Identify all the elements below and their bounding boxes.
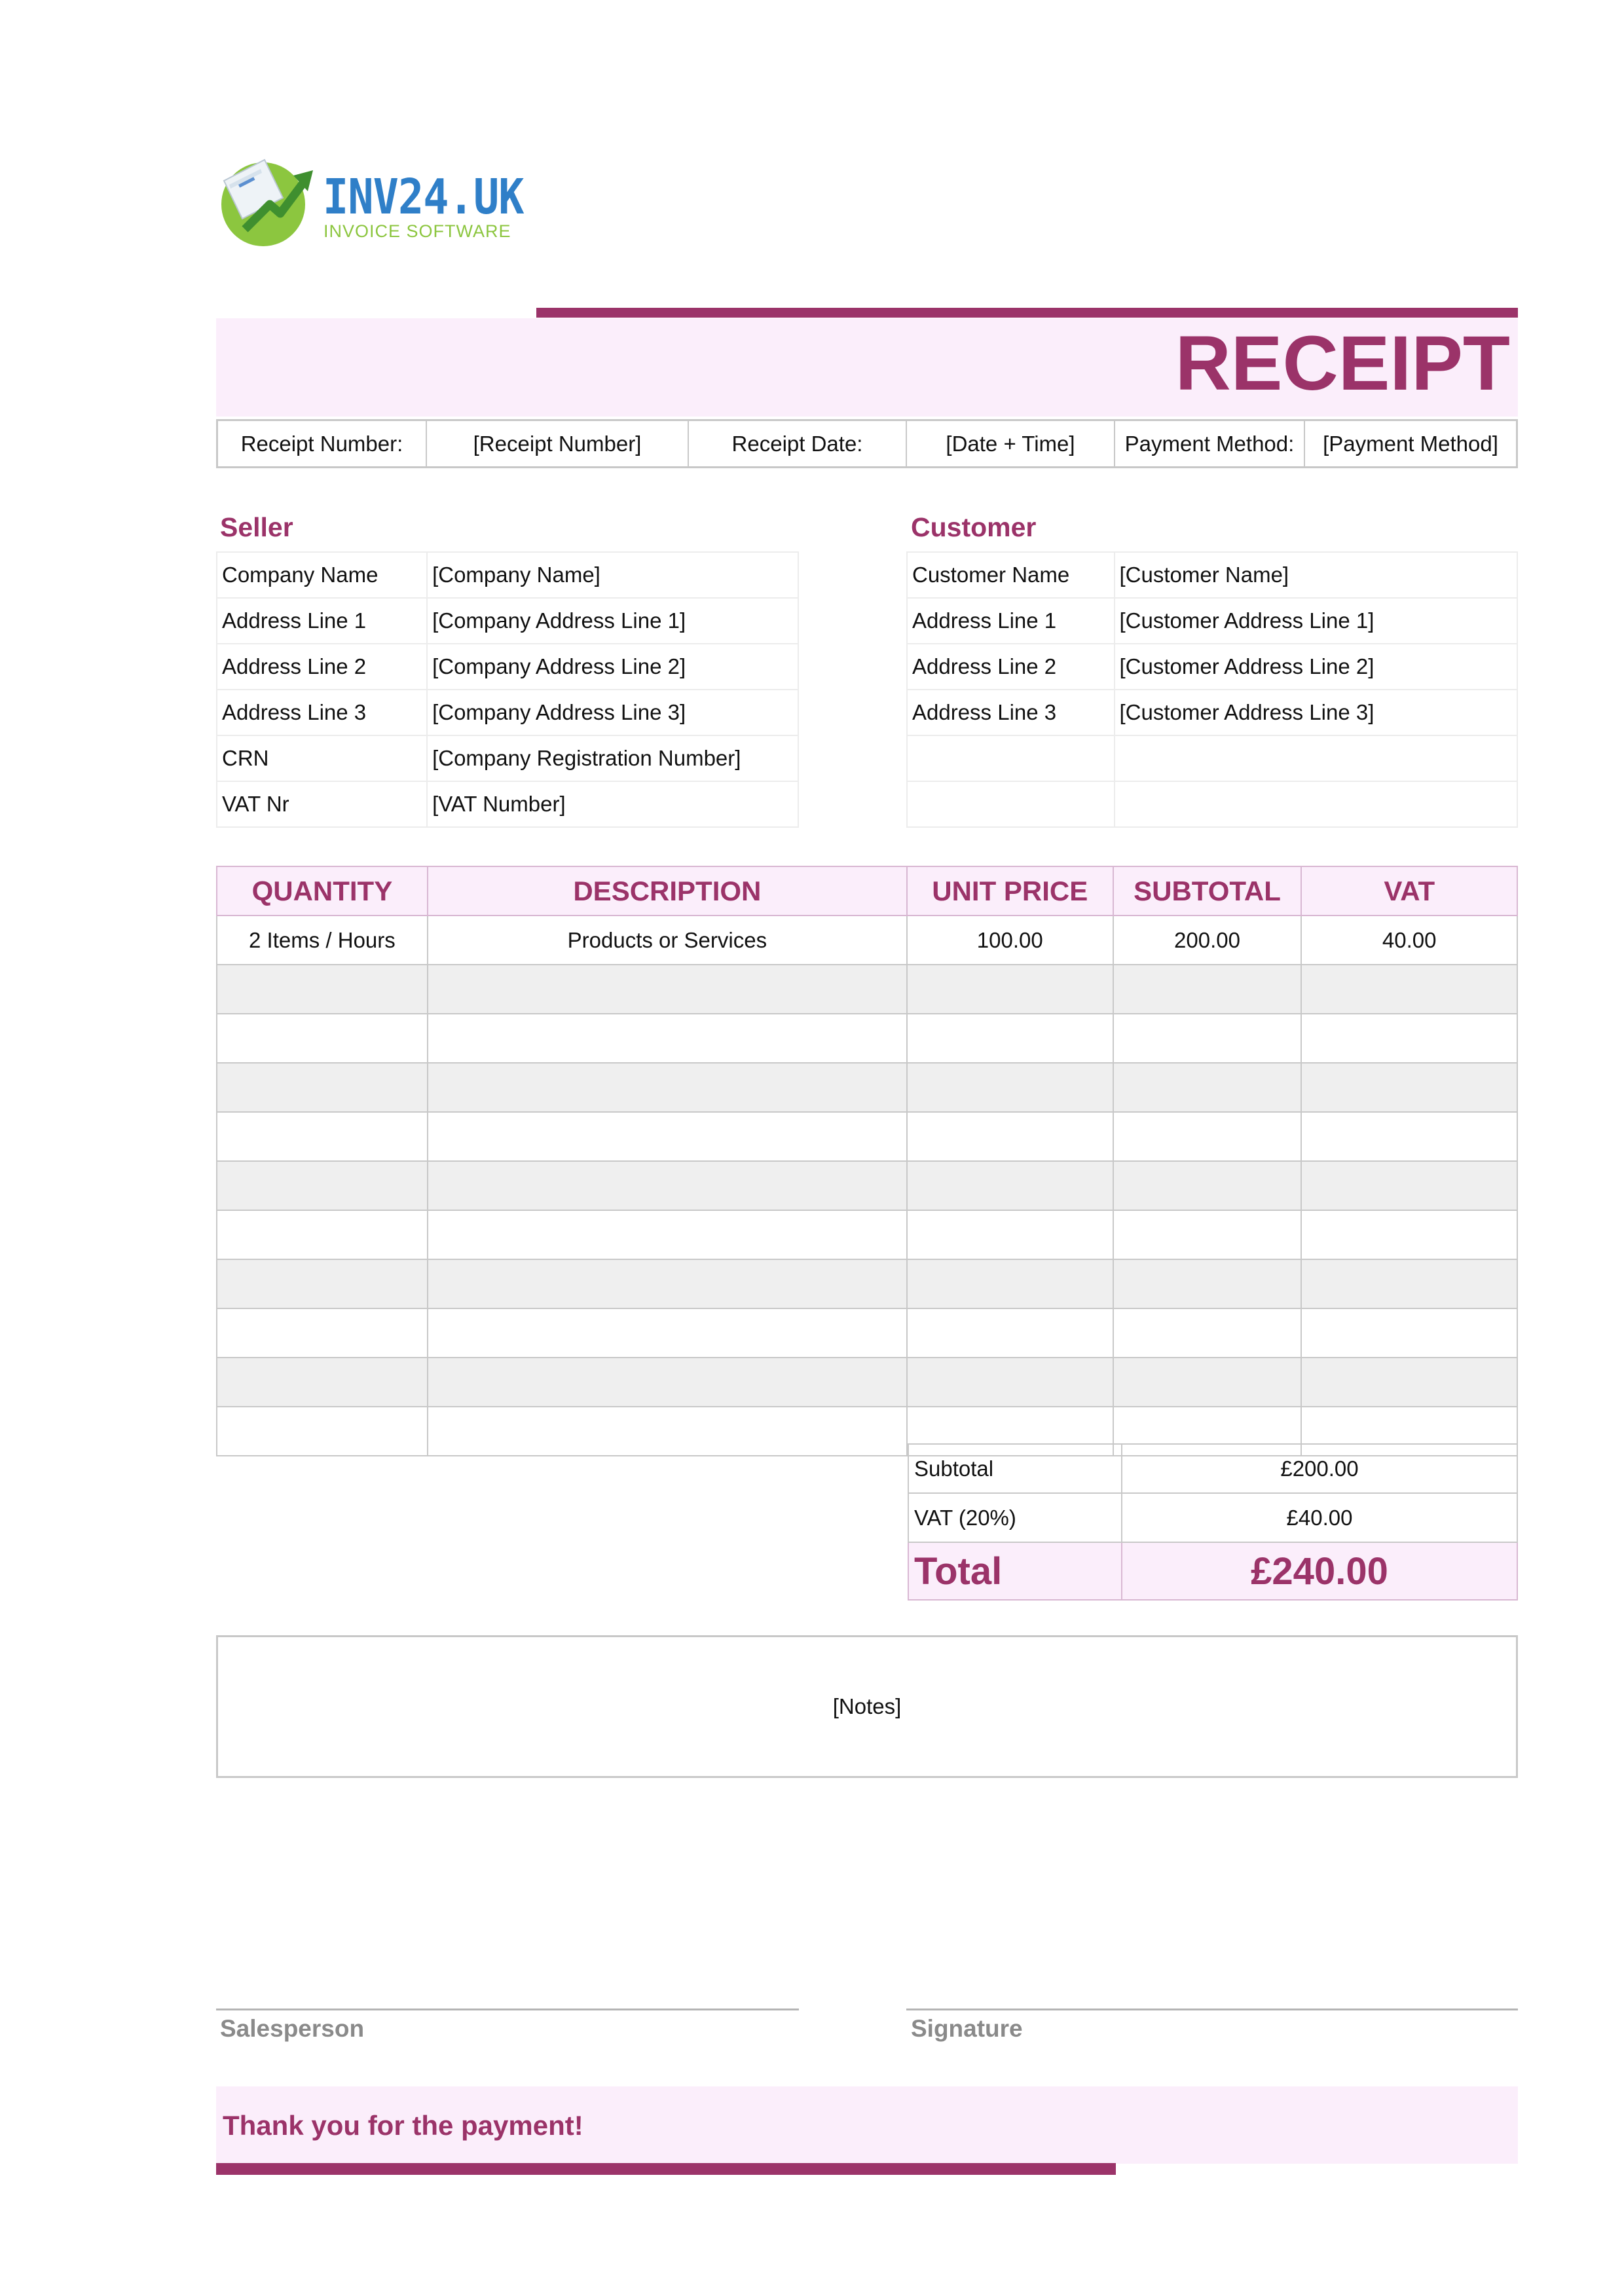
subtotal-cell[interactable] [1113,1014,1302,1063]
customer-value[interactable]: [Customer Address Line 2] [1115,644,1517,690]
table-row [907,690,1517,735]
vat-cell[interactable] [1301,1112,1517,1161]
payment-method-value[interactable]: [Payment Method] [1323,431,1498,456]
totals-table [908,1443,1518,1601]
logo-icon [217,156,316,248]
table-row [217,1112,1517,1161]
salesperson-label: Salesperson [220,2015,365,2042]
table-row [217,1161,1517,1210]
seller-label: VAT Nr [217,781,427,827]
document-title: RECEIPT [1175,320,1510,407]
bottom-accent-stripe [216,2163,1116,2175]
vat-cell[interactable] [1301,1259,1517,1308]
seller-label: Company Name [217,552,427,598]
seller-value[interactable]: [Company Name] [427,552,798,598]
subtotal-cell[interactable] [1113,1259,1302,1308]
subtotal-value: £200.00 [1122,1444,1517,1493]
description-cell[interactable] [428,1308,907,1358]
table-row [217,690,798,735]
vat-label: VAT (20%) [908,1493,1122,1542]
subtotal-cell[interactable] [1113,1210,1302,1259]
top-accent-stripe [536,308,1518,318]
vat-cell[interactable] [1301,1308,1517,1358]
subtotal-cell[interactable] [1113,1358,1302,1407]
table-row [907,598,1517,644]
customer-label: Address Line 1 [907,598,1115,644]
customer-value[interactable]: [Customer Name] [1115,552,1517,598]
line-items-table [216,866,1518,1456]
table-row [217,916,1517,965]
table-row [217,598,798,644]
subtotal-cell[interactable] [1113,1308,1302,1358]
vat-header: VAT [1301,866,1517,916]
subtotal-cell[interactable]: 200.00 [1113,916,1302,965]
quantity-cell[interactable] [217,1358,428,1407]
customer-value[interactable]: [Customer Address Line 3] [1115,690,1517,735]
table-row [217,1358,1517,1407]
table-row [217,1308,1517,1358]
description-header: DESCRIPTION [428,866,907,916]
seller-value[interactable]: [Company Address Line 2] [427,644,798,690]
seller-label: Address Line 3 [217,690,427,735]
subtotal-cell[interactable] [1113,965,1302,1014]
logo-tagline: INVOICE SOFTWARE [323,221,511,241]
total-value: £240.00 [1122,1542,1517,1600]
unit-price-cell[interactable] [907,1308,1113,1358]
unit-price-header: UNIT PRICE [907,866,1113,916]
customer-value[interactable]: [Customer Address Line 1] [1115,598,1517,644]
quantity-cell[interactable] [217,1407,428,1456]
logo-wordmark: INV24.UK [323,169,524,225]
description-cell[interactable]: Products or Services [428,916,907,965]
quantity-cell[interactable] [217,1063,428,1112]
seller-heading: Seller [220,512,293,542]
quantity-cell[interactable] [217,1161,428,1210]
quantity-cell[interactable] [217,1259,428,1308]
payment-method-label: Payment Method: [1115,421,1305,466]
signature-line [906,2009,1518,2010]
quantity-cell[interactable] [217,965,428,1014]
table-row [217,735,798,781]
receipt-number-label: Receipt Number: [218,421,427,466]
table-row [217,965,1517,1014]
description-cell[interactable] [428,965,907,1014]
vat-cell[interactable] [1301,1014,1517,1063]
subtotal-label: Subtotal [908,1444,1122,1493]
customer-heading: Customer [911,512,1037,542]
quantity-cell[interactable] [217,1308,428,1358]
table-row [907,644,1517,690]
seller-label: CRN [217,735,427,781]
receipt-date-label: Receipt Date: [689,421,907,466]
unit-price-cell[interactable] [907,1063,1113,1112]
seller-value[interactable]: [Company Address Line 1] [427,598,798,644]
unit-price-cell[interactable] [907,1112,1113,1161]
subtotal-header: SUBTOTAL [1113,866,1302,916]
description-cell[interactable] [428,1407,907,1456]
quantity-cell[interactable]: 2 Items / Hours [217,916,428,965]
customer-label: Address Line 2 [907,644,1115,690]
subtotal-cell[interactable] [1113,1063,1302,1112]
unit-price-cell[interactable] [907,1259,1113,1308]
description-cell[interactable] [428,1112,907,1161]
table-row [907,781,1517,827]
customer-value[interactable] [1115,781,1517,827]
unit-price-cell[interactable] [907,1358,1113,1407]
seller-value[interactable]: [Company Registration Number] [427,735,798,781]
subtotal-cell[interactable] [1113,1112,1302,1161]
salesperson-signature-line [216,2009,799,2010]
seller-value[interactable]: [VAT Number] [427,781,798,827]
unit-price-cell[interactable]: 100.00 [907,916,1113,965]
table-row [217,552,798,598]
thank-you-message: Thank you for the payment! [223,2110,583,2141]
description-cell[interactable] [428,1063,907,1112]
signature-label: Signature [911,2015,1023,2042]
table-row [217,644,798,690]
table-row [217,1259,1517,1308]
vat-cell[interactable] [1301,1063,1517,1112]
seller-label: Address Line 2 [217,644,427,690]
seller-value[interactable]: [Company Address Line 3] [427,690,798,735]
vat-cell[interactable] [1301,1210,1517,1259]
vat-row [908,1493,1517,1542]
table-row [217,1210,1517,1259]
table-row [217,1014,1517,1063]
subtotal-row [908,1444,1517,1493]
table-row [907,735,1517,781]
table-row [907,552,1517,598]
customer-label: Customer Name [907,552,1115,598]
notes-text: [Notes] [832,1694,902,1718]
quantity-cell[interactable] [217,1210,428,1259]
unit-price-cell[interactable] [907,1014,1113,1063]
seller-label: Address Line 1 [217,598,427,644]
vat-cell[interactable] [1301,1161,1517,1210]
vat-cell[interactable] [1301,1358,1517,1407]
table-row [217,1063,1517,1112]
table-row [217,781,798,827]
total-label: Total [908,1542,1122,1600]
receipt-number-value[interactable]: [Receipt Number] [427,421,689,466]
unit-price-cell[interactable] [907,1210,1113,1259]
customer-table [906,551,1518,828]
total-row [908,1542,1517,1600]
quantity-cell[interactable] [217,1014,428,1063]
description-cell[interactable] [428,1259,907,1308]
vat-cell[interactable] [1301,965,1517,1014]
customer-label [907,781,1115,827]
description-cell[interactable] [428,1210,907,1259]
quantity-cell[interactable] [217,1112,428,1161]
unit-price-cell[interactable] [907,1161,1113,1210]
description-cell[interactable] [428,1161,907,1210]
description-cell[interactable] [428,1358,907,1407]
receipt-meta-row [216,419,1518,468]
unit-price-cell[interactable] [907,965,1113,1014]
seller-table [216,551,799,828]
table-header-row [217,866,1517,916]
vat-cell[interactable]: 40.00 [1301,916,1517,965]
quantity-header: QUANTITY [217,866,428,916]
description-cell[interactable] [428,1014,907,1063]
subtotal-cell[interactable] [1113,1161,1302,1210]
customer-value[interactable] [1115,735,1517,781]
notes-box[interactable] [216,1635,1518,1778]
receipt-date-value[interactable]: [Date + Time] [907,421,1115,466]
vat-value: £40.00 [1122,1493,1517,1542]
customer-label [907,735,1115,781]
customer-label: Address Line 3 [907,690,1115,735]
